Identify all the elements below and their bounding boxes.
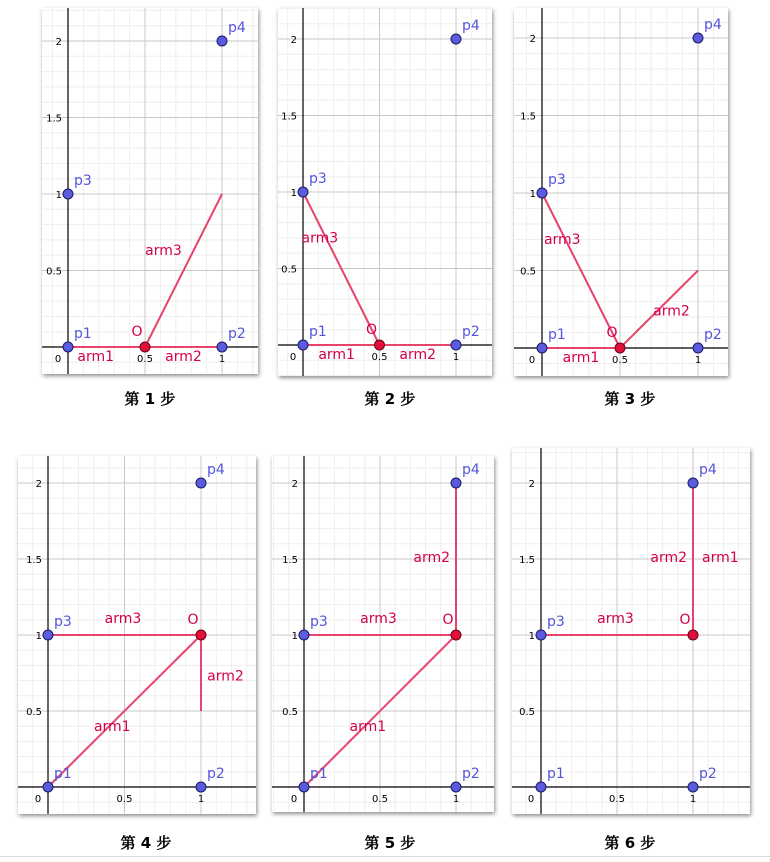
p3-point <box>43 630 53 640</box>
p4-label: p4 <box>704 17 722 33</box>
y-tick-label: 1 <box>290 188 297 199</box>
p1-point <box>299 782 309 792</box>
p2-label: p2 <box>462 766 480 782</box>
p3-label: p3 <box>309 171 327 187</box>
origin-label: O <box>365 322 378 338</box>
y-tick-label: 1.5 <box>26 555 42 566</box>
origin-point <box>451 630 461 640</box>
origin-label: O <box>131 324 143 340</box>
x-tick-label: 0 <box>289 352 297 363</box>
arm3-label: arm3 <box>104 610 142 627</box>
p2-label: p2 <box>228 326 246 342</box>
divider <box>0 856 770 857</box>
x-tick-label: 1 <box>452 794 460 805</box>
p3-point <box>536 630 546 640</box>
y-tick-label: 1.5 <box>519 555 535 566</box>
grid <box>42 8 258 374</box>
p2-point <box>693 343 703 353</box>
x-tick-label: 1 <box>452 352 460 363</box>
origin-label: O <box>606 325 618 341</box>
p4-point <box>451 34 461 44</box>
x-tick-label: 0.5 <box>609 794 625 805</box>
p4-label: p4 <box>462 462 480 478</box>
arm3-label: arm3 <box>360 610 397 627</box>
y-tick-label: 1.5 <box>282 555 298 566</box>
p1-label: p1 <box>74 326 92 342</box>
p1-label: p1 <box>310 766 328 782</box>
origin-point <box>688 630 698 640</box>
p4-label: p4 <box>207 462 225 478</box>
x-tick-label: 0.5 <box>612 355 628 366</box>
plot-canvas <box>278 8 492 376</box>
y-tick-label: 2 <box>55 37 62 48</box>
y-tick-label: 1 <box>291 631 298 642</box>
arm1-label: arm1 <box>77 348 115 365</box>
x-tick-label: 0.5 <box>116 794 133 805</box>
step-plot-3 <box>514 8 728 376</box>
p1-point <box>536 782 546 792</box>
origin-point <box>615 343 625 353</box>
p3-point <box>298 187 308 197</box>
p4-label: p4 <box>699 462 717 478</box>
p2-point <box>217 342 227 352</box>
arm1-label: arm1 <box>562 349 600 366</box>
p4-point <box>196 478 206 488</box>
arm3-label: arm3 <box>597 610 634 627</box>
x-tick-label: 1 <box>694 355 702 366</box>
y-tick-label: 1 <box>55 190 62 201</box>
step-plot-6 <box>512 448 750 814</box>
p2-point <box>451 782 461 792</box>
x-tick-label: 0 <box>54 354 62 365</box>
p1-point <box>43 782 53 792</box>
origin-point <box>140 342 150 352</box>
p3-label: p3 <box>74 173 92 189</box>
step-plot-1 <box>42 8 258 374</box>
plot-canvas <box>512 448 750 814</box>
p3-point <box>537 188 547 198</box>
step-caption: 第 2 步 <box>364 390 416 408</box>
p1-point <box>537 343 547 353</box>
arm2-label: arm2 <box>650 550 688 567</box>
arm2-label: arm2 <box>399 346 437 363</box>
origin-point <box>196 630 206 640</box>
p2-point <box>688 782 698 792</box>
x-tick-label: 0 <box>290 794 298 805</box>
x-tick-label: 0.5 <box>371 352 388 363</box>
x-tick-label: 1 <box>218 354 226 365</box>
y-tick-label: 1 <box>528 631 535 642</box>
p4-point <box>451 478 461 488</box>
y-tick-label: 1 <box>35 631 42 642</box>
origin-label: O <box>187 612 199 628</box>
arm1-label: arm1 <box>349 718 387 735</box>
y-tick-label: 0.5 <box>281 264 297 276</box>
origin-label: O <box>679 612 691 628</box>
p2-label: p2 <box>462 324 480 340</box>
p4-label: p4 <box>462 18 480 34</box>
arm3-label: arm3 <box>543 232 581 249</box>
origin-point <box>375 340 385 350</box>
p4-label: p4 <box>228 20 246 36</box>
x-tick-label: 0 <box>34 794 42 805</box>
step-caption: 第 1 步 <box>124 390 176 408</box>
x-tick-label: 1 <box>197 794 205 805</box>
x-tick-label: 0.5 <box>372 794 388 805</box>
p3-point <box>63 189 73 199</box>
y-tick-label: 0.5 <box>520 266 536 278</box>
step-plot-2 <box>278 8 492 376</box>
y-tick-label: 1 <box>529 189 536 200</box>
arm1-label: arm1 <box>702 550 739 567</box>
origin-label: O <box>442 612 454 628</box>
p3-label: p3 <box>547 614 565 630</box>
arm2-label: arm2 <box>653 303 690 320</box>
plot-canvas <box>18 456 256 814</box>
y-tick-label: 0.5 <box>519 707 535 718</box>
p3-point <box>299 630 309 640</box>
x-tick-label: 0 <box>528 355 536 366</box>
p4-point <box>688 478 698 488</box>
arm3-label: arm3 <box>145 243 182 260</box>
y-tick-label: 2 <box>528 479 535 490</box>
p1-label: p1 <box>548 327 566 343</box>
x-tick-label: 1 <box>689 794 697 805</box>
arm3-label: arm3 <box>301 230 339 247</box>
step-plot-4 <box>18 456 256 814</box>
step-plot-5 <box>272 456 494 812</box>
p1-label: p1 <box>309 324 327 340</box>
arm2-label: arm2 <box>413 550 451 567</box>
arm2-label: arm2 <box>165 348 202 365</box>
p1-label: p1 <box>547 766 565 782</box>
p2-point <box>196 782 206 792</box>
p2-label: p2 <box>704 327 722 343</box>
y-tick-label: 2 <box>290 35 297 46</box>
y-tick-label: 1.5 <box>46 113 62 125</box>
step-caption: 第 6 步 <box>604 834 656 852</box>
p3-label: p3 <box>54 614 72 630</box>
step-caption: 第 3 步 <box>604 390 656 408</box>
arm2-label: arm2 <box>207 668 244 685</box>
p1-point <box>298 340 308 350</box>
p1-point <box>63 342 73 352</box>
p4-point <box>693 33 703 43</box>
y-tick-label: 0.5 <box>46 266 62 278</box>
y-tick-label: 0.5 <box>26 707 42 718</box>
y-tick-label: 2 <box>291 479 298 490</box>
arm1-label: arm1 <box>318 346 355 363</box>
p2-label: p2 <box>207 766 225 782</box>
p1-label: p1 <box>54 766 72 782</box>
p3-label: p3 <box>548 172 566 188</box>
grid <box>278 8 492 376</box>
y-tick-label: 1.5 <box>520 111 536 123</box>
p2-label: p2 <box>699 766 717 782</box>
step-caption: 第 4 步 <box>120 834 172 852</box>
step-caption: 第 5 步 <box>364 834 416 852</box>
x-tick-label: 0.5 <box>137 354 153 365</box>
y-tick-label: 2 <box>35 479 42 490</box>
plot-canvas <box>272 456 494 812</box>
grid <box>512 448 750 814</box>
p3-label: p3 <box>310 614 328 630</box>
y-tick-label: 1.5 <box>281 111 297 123</box>
plot-canvas <box>42 8 258 374</box>
y-tick-label: 0.5 <box>282 707 298 718</box>
p2-point <box>451 340 461 350</box>
x-tick-label: 0 <box>527 794 535 805</box>
arm1-label: arm1 <box>93 718 131 735</box>
p4-point <box>217 36 227 46</box>
y-tick-label: 2 <box>529 34 536 45</box>
plot-canvas <box>514 8 728 376</box>
